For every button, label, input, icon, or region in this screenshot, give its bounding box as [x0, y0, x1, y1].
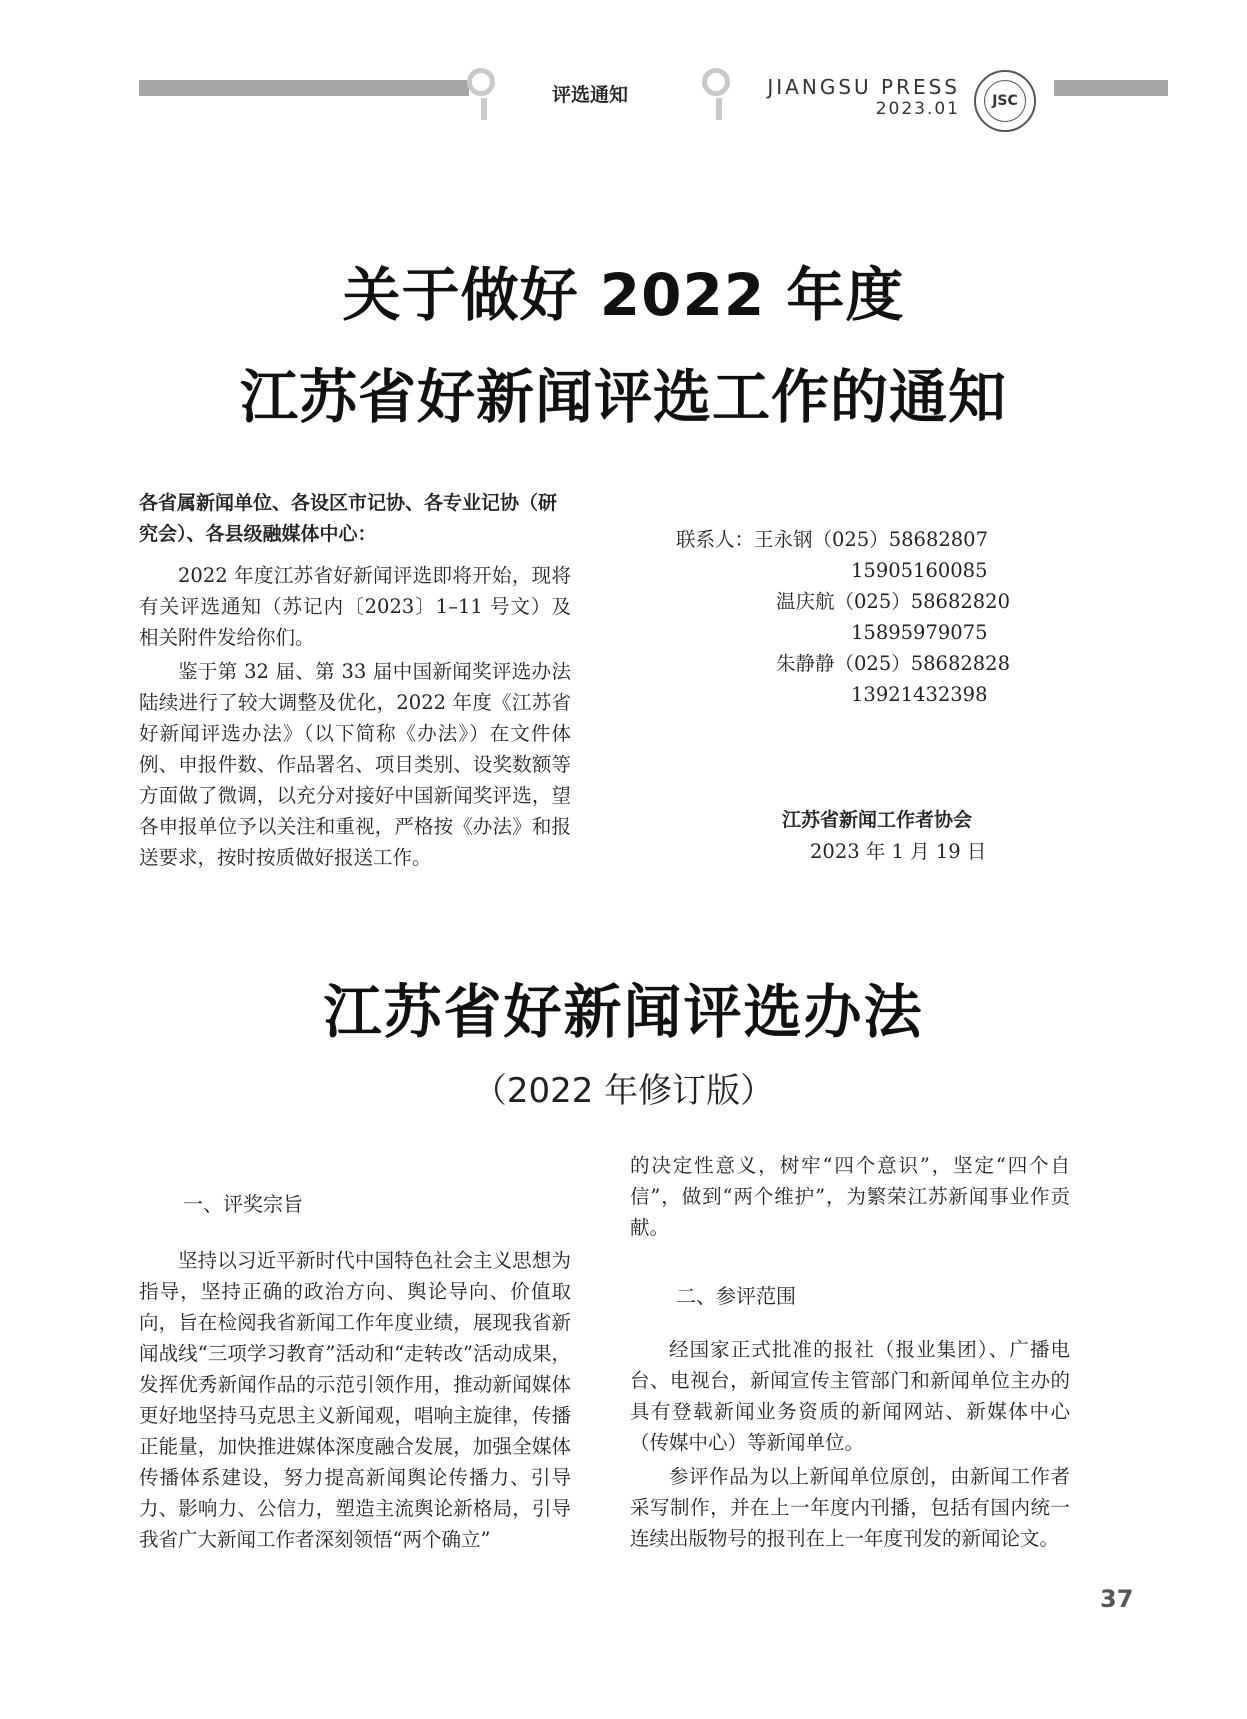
rules-title: 江苏省好新闻评选办法: [323, 978, 924, 1046]
section2-body: [630, 1334, 1070, 1554]
pin-icon-left: [467, 68, 501, 124]
notice-body-left: [139, 560, 571, 873]
contact-line-2: 15905160085: [851, 559, 988, 582]
contact-line-3: 温庆航（025）58682820: [776, 590, 1010, 613]
section2-heading: 二、参评范围: [676, 1284, 796, 1308]
section2-paragraph-1: 经国家正式批准的报社（报业集团）、广播电台、电视台，新闻宣传主管部门和新闻单位主办的具有登载新闻业务资质的新闻网站、新媒体中心（传媒中心）等新闻单位。: [630, 1338, 1070, 1454]
journal-masthead: [750, 76, 960, 120]
journal-seal-logo: [974, 70, 1036, 132]
notice-title-line2: 江苏省好新闻评选工作的通知: [239, 363, 1007, 431]
notice-paragraph-2: 鉴于第 32 届、第 33 届中国新闻奖评选办法陆续进行了较大调整及优化，2022 年度《江苏省好新闻评选办法》（以下简称《办法》）在文件体例、申报件数、作品署名、项目类别、设奖数额等方面做了微调，以充分对接好中国新闻奖评选，望各申报单位予以关注和重视，严格按《办法》和报送要求，按时按质做好报送工作。: [139, 660, 571, 869]
continuation-text: 的决定性意义，树牢“四个意识”，坚定“四个自信”，做到“两个维护”，为繁荣江苏新闻事业作贡献。: [630, 1154, 1070, 1239]
journal-name: JIANGSU PRESS: [767, 75, 960, 99]
section1-heading: 一、评奖宗旨: [183, 1192, 303, 1216]
header-bar-left: [139, 80, 469, 96]
contact-line-5: 朱静静（025）58682828: [776, 652, 1010, 675]
signature-date: 2023 年 1 月 19 日: [810, 840, 987, 863]
signature-org: 江苏省新闻工作者协会: [782, 809, 973, 831]
section-label: 评选通知: [552, 84, 629, 106]
contact-line-1: 联系人：王永钢（025）58682807: [676, 528, 988, 551]
pin-icon-right: [702, 68, 736, 124]
notice-title-line1: 关于做好 2022 年度: [342, 261, 905, 329]
rules-subtitle: （2022 年修订版）: [472, 1071, 775, 1111]
page-number: 37: [1100, 1585, 1134, 1613]
contact-line-6: 13921432398: [851, 683, 988, 706]
seal-text: JSC: [984, 80, 1026, 122]
issue-number: 2023.01: [875, 99, 960, 119]
notice-addressee: 各省属新闻单位、各设区市记协、各专业记协（研究会）、各县级融媒体中心：: [139, 492, 558, 545]
notice-paragraph-1: 2022 年度江苏省好新闻评选即将开始，现将有关评选通知（苏记内〔2023〕1–11 号文）及相关附件发给你们。: [139, 564, 571, 649]
section1-text-continued: [630, 1150, 1070, 1243]
section2-paragraph-2: 参评作品为以上新闻单位原创，由新闻工作者采写制作，并在上一年度内刊播，包括有国内统一连续出版物号的报刊在上一年度刊发的新闻论文。: [630, 1465, 1070, 1550]
header-bar-right: [1054, 80, 1168, 96]
contact-line-4: 15895979075: [851, 621, 988, 644]
section1-text: 坚持以习近平新时代中国特色社会主义思想为指导，坚持正确的政治方向、舆论导向、价值取向，旨在检阅我省新闻工作年度业绩，展现我省新闻战线“三项学习教育”活动和“走转改”活动成果，发挥优秀新闻作品的示范引领作用，推动新闻媒体更好地坚持马克思主义新闻观，唱响主旋律，传播正能量，加快推进媒体深度融合发展，加强全媒体传播体系建设，努力提高新闻舆论传播力、引导力、影响力、公信力，塑造主流舆论新格局，引导我省广大新闻工作者深刻领悟“两个确立”: [139, 1249, 571, 1551]
